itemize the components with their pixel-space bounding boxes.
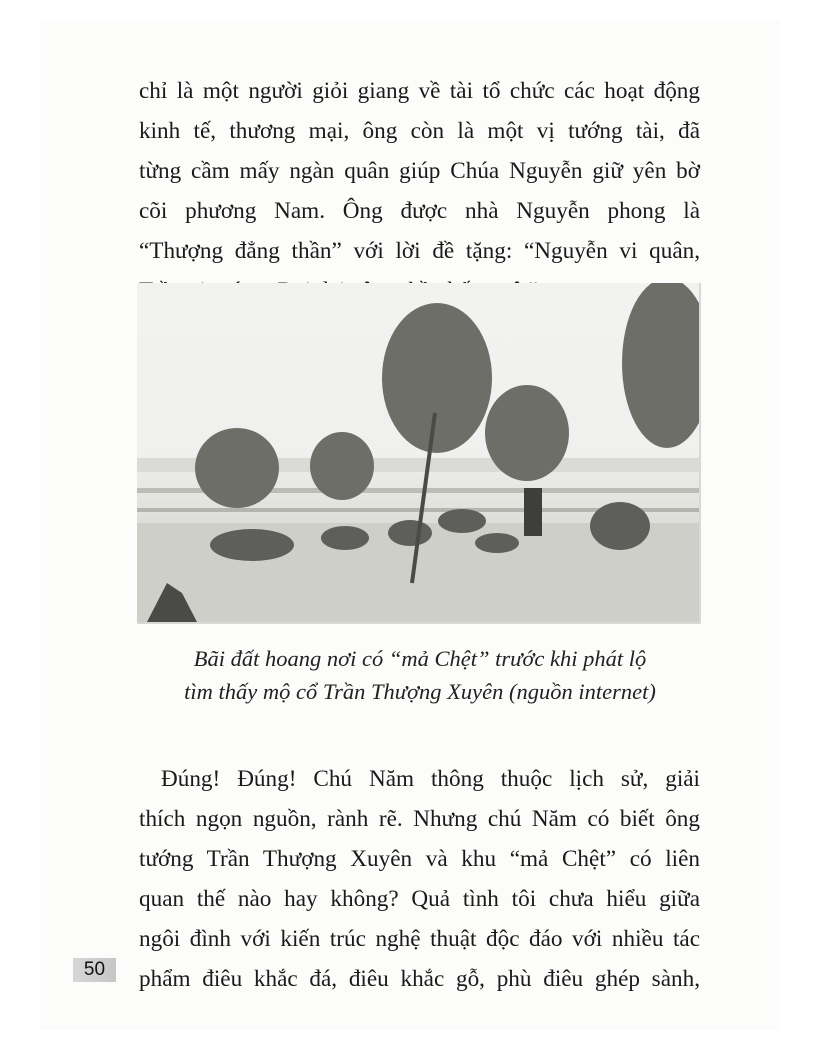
text-line: Đúng! Đúng! Chú Năm thông thuộc lịch sử, giải [161, 766, 700, 792]
text-line: từng cầm mấy ngàn quân giúp Chúa Nguyễn giữ yên bờ [139, 158, 700, 184]
text-line: phẩm điêu khắc đá, điêu khắc gỗ, phù điêu ghép sành, [139, 966, 700, 992]
text-line: kinh tế, thương mại, ông còn là một vị tướng tài, đã [139, 118, 700, 144]
caption-line: Bãi đất hoang nơi có “mả Chệt” trước khi phát lộ [193, 646, 647, 671]
bottom-paragraph [139, 759, 700, 999]
figure-photo [137, 283, 701, 624]
text-line: tướng Trần Thượng Xuyên và khu “mả Chệt” có liên [139, 846, 700, 872]
figure-caption [130, 642, 710, 708]
landscape-photo [137, 283, 699, 622]
page-number: 50 [73, 958, 116, 982]
trees [195, 283, 699, 508]
text-line: cõi phương Nam. Ông được nhà Nguyễn phong là [139, 198, 700, 224]
text-line: ngôi đình với kiến trúc nghệ thuật độc đáo với nhiều tác [139, 926, 700, 952]
top-paragraph [139, 71, 700, 311]
person-figure [524, 488, 542, 536]
text-line: quan thế nào hay không? Quả tình tôi chưa hiểu giữa [139, 886, 700, 912]
text-line: thích ngọn nguồn, rành rẽ. Nhưng chú Năm có biết ông [139, 806, 700, 832]
text-line: chỉ là một người giỏi giang về tài tổ chức các hoạt động [139, 78, 700, 104]
text-line: “Thượng đẳng thần” với lời đề tặng: “Nguyễn vi quân, [139, 238, 700, 264]
caption-line: tìm thấy mộ cổ Trần Thượng Xuyên (nguồn internet) [184, 679, 656, 704]
